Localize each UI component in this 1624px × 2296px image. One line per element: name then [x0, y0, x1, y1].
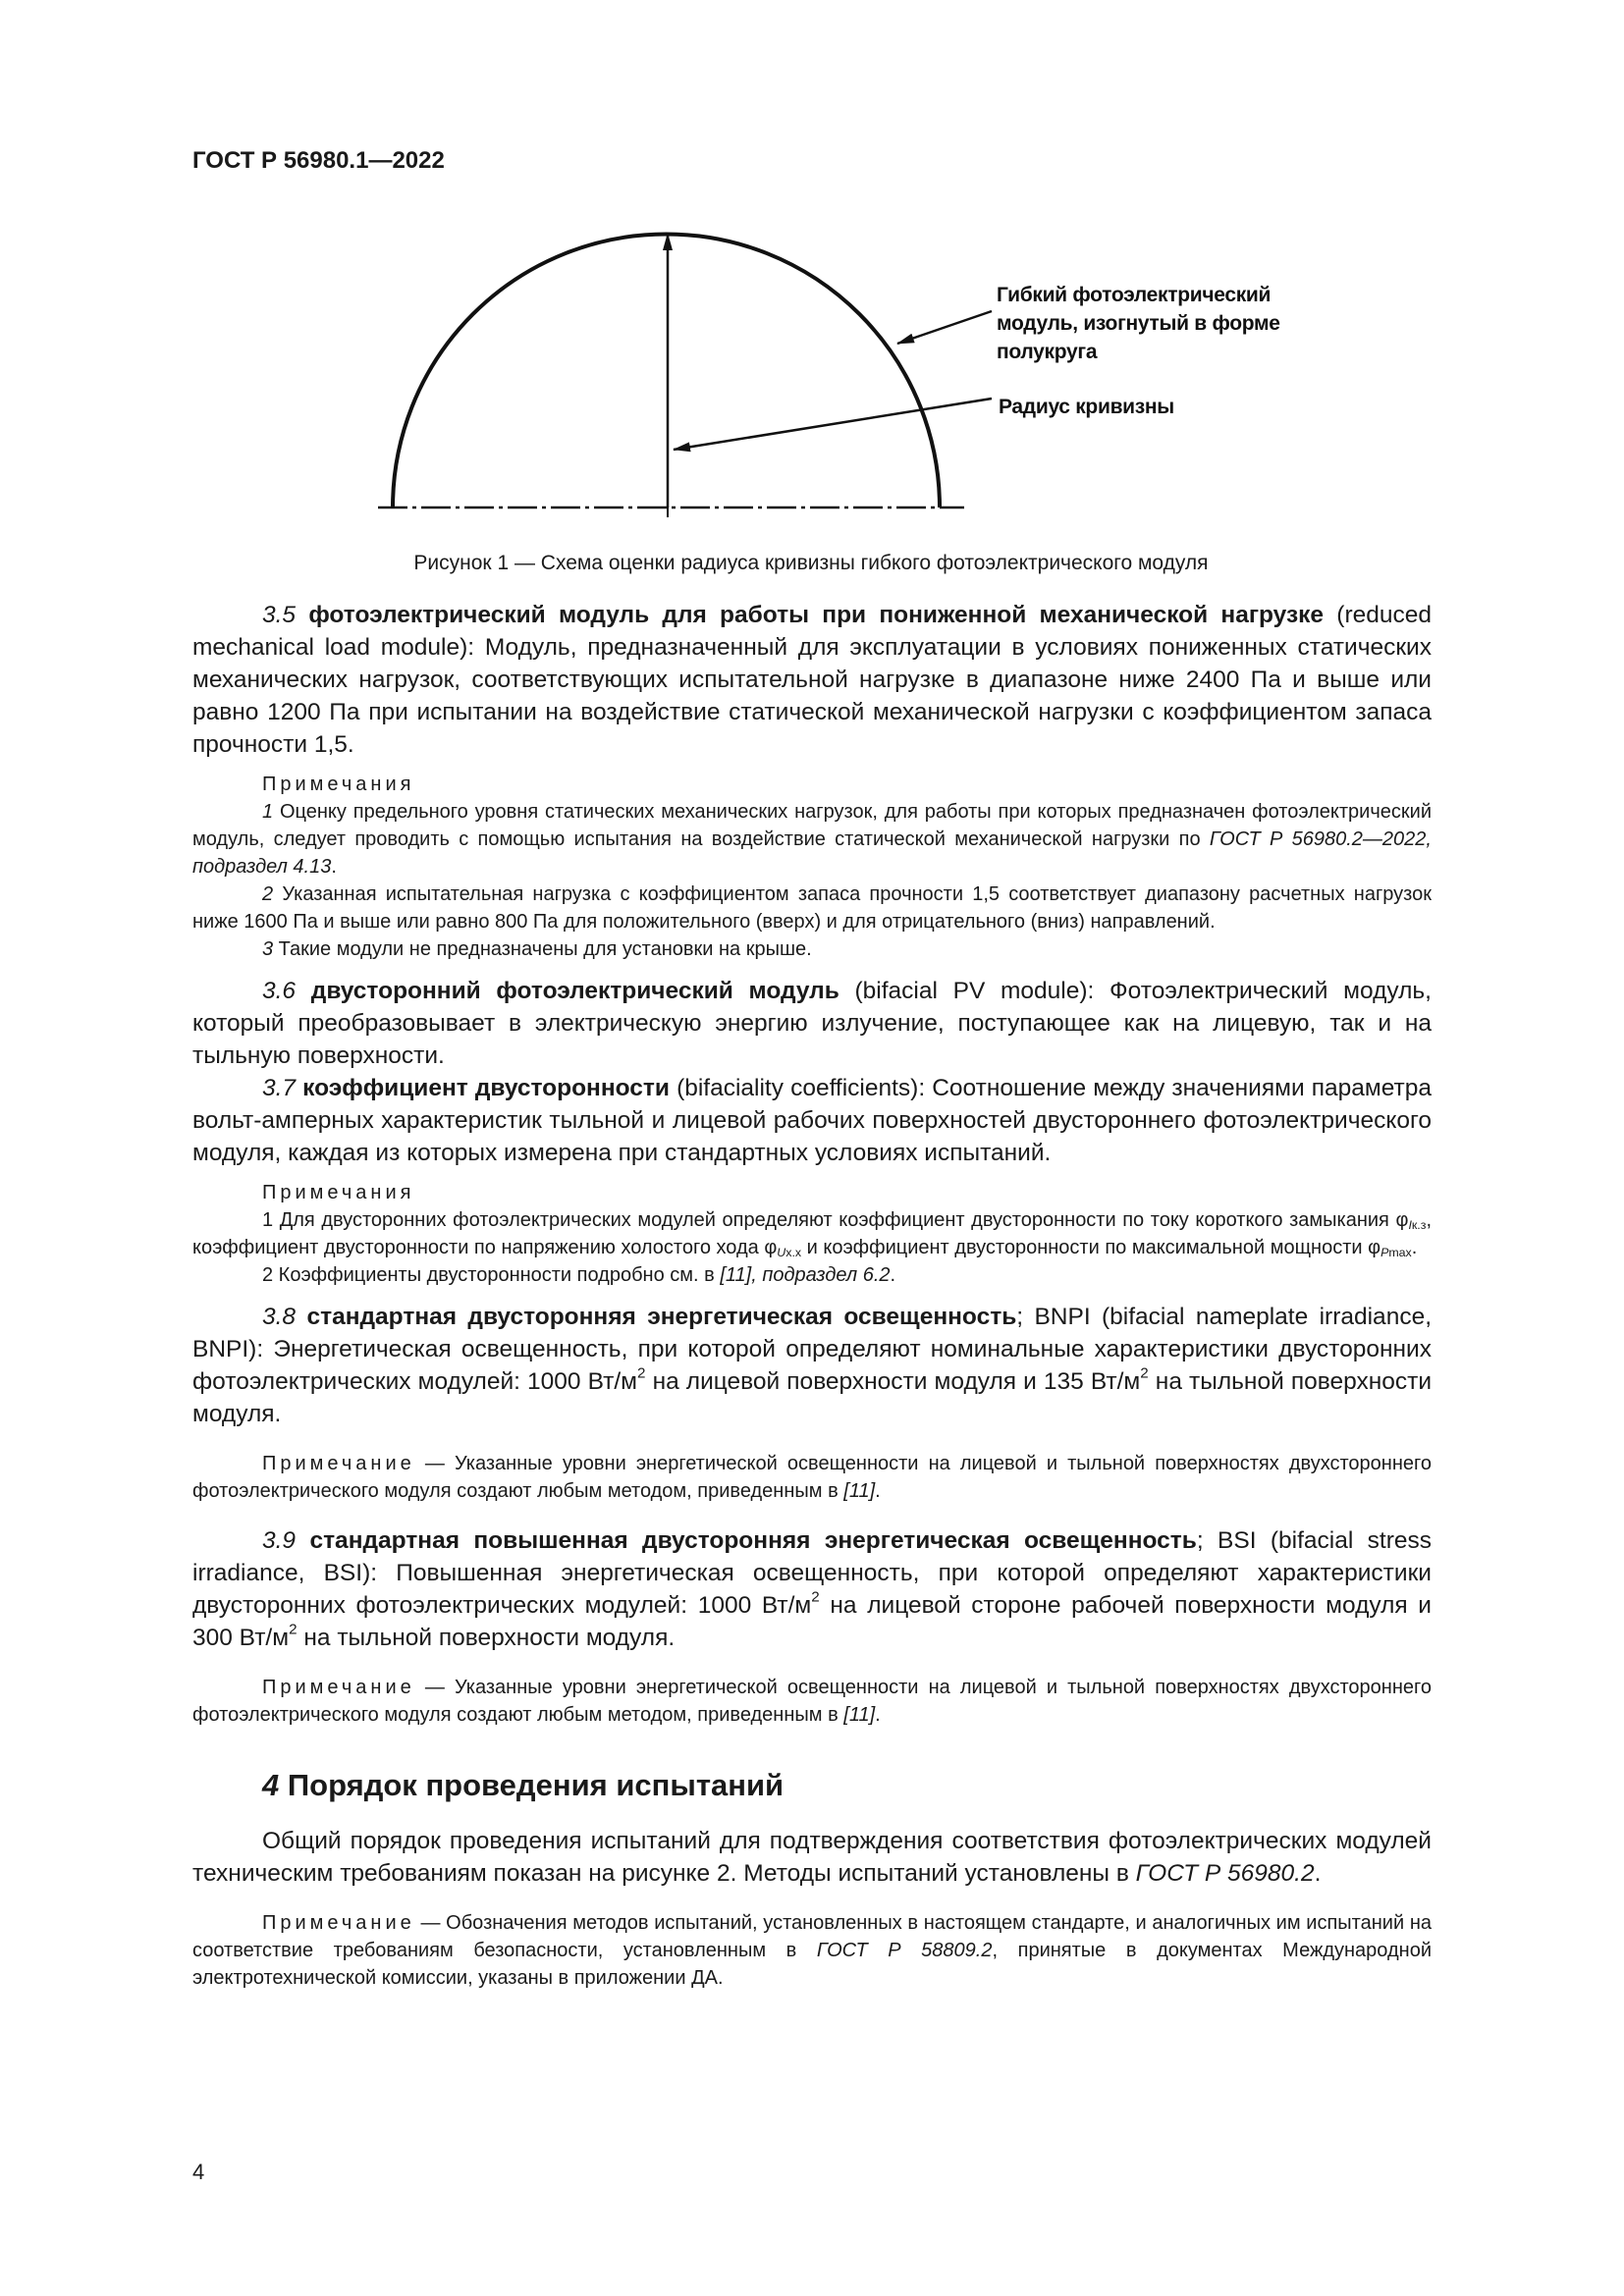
document-header: ГОСТ Р 56980.1—2022 — [192, 147, 445, 174]
figure-caption: Рисунок 1 — Схема оценки радиуса кривизны гибкого фотоэлектрического модуля — [413, 552, 1209, 574]
note-section-4: Примечание — Обозначения методов испытаний, установленных в настоящем стандарте, и аналогичных им испытаний на соответствие требованиям безопасности, установленным в ГОСТ Р 58809.2, принятые в документах Международной электротехнической комиссии, указаны в приложении ДА. — [192, 1912, 1432, 1989]
note-3-9: Примечание — Указанные уровни энергетической освещенности на лицевой и тыльной поверхностях двухстороннего фотоэлектрического модуля создают любым методом, приведенным в [11]. — [192, 1677, 1432, 1726]
term-3-9: 3.9 стандартная повышенная двусторонняя энергетическая освещенность; BSI (bifacial stress irradiance, BSI): Повышенная энергетическая освещенность, при которой определяют характеристики двусторонних фотоэлектрических модулей: 1000 $Вт/м^2$ на лицевой стороне рабочей поверхности модуля и 300 $Вт/м^2$ на тыльной поверхности модуля. — [192, 1527, 1432, 1651]
term-3-5-title: фотоэлектрический модуль для работы при пониженной механической нагрузке — [308, 602, 1325, 628]
module-pointer-arrow — [897, 311, 992, 344]
note-3-7-2: 2 Коэффициенты двусторонности подробно см. в [11], подраздел 6.2. — [262, 1264, 896, 1286]
section-4-heading: 4 Порядок проведения испытаний — [262, 1768, 785, 1802]
term-3-7: 3.7 коэффициент двусторонности (bifaciality coefficients): Соотношение между значениями параметра вольт-амперных характеристик тыльной и лицевой рабочих поверхностей двустороннего фотоэлектрического модуля, каждая из которых измерена при стандартных условиях испытаний. — [192, 1075, 1433, 1166]
document-body — [192, 599, 1432, 1992]
curvature-diagram — [363, 216, 1267, 520]
note-3-5-2: 2 Указанная испытательная нагрузка с коэффициентом запаса прочности 1,5 соответствует диапазону расчетных нагрузок ниже 1600 Па и выше или равно 800 Па для положительного (вверх) и для отрицательного (вниз) направлений. — [192, 883, 1432, 933]
note-3-8: Примечание — Указанные уровни энергетической освещенности на лицевой и тыльной поверхностях двухстороннего фотоэлектрического модуля создают любым методом, приведенным в [11]. — [192, 1453, 1432, 1502]
figure-1 — [363, 216, 1280, 520]
label-flexible-module: Гибкий фотоэлектрический модуль, изогнутый в форме полукруга — [997, 284, 1280, 363]
notes-heading: Примечания — [262, 1182, 415, 1203]
label-curvature-radius: Радиус кривизны — [999, 396, 1174, 418]
term-3-5: 3.5 фотоэлектрический модуль для работы при пониженной механической нагрузке (reduced mechanical load module): Модуль, предназначенный для эксплуатации в условиях пониженных статических механических нагрузок, соответствующих испытательной нагрузке в диапазоне ниже 2400 Па и выше или равно 1200 Па при испытании на воздействие статической механической нагрузки с коэффициентом запаса прочности 1,5. — [192, 602, 1432, 758]
term-3-8: 3.8 стандартная двусторонняя энергетическая освещенность; BNPI (bifacial nameplate irradiance, BNPI): Энергетическая освещенность, при которой определяют номинальные характеристики двусторонних фотоэлектрических модулей: 1000 $Вт/м^2$ на лицевой поверхности модуля и 135 $Вт/м^2$ на тыльной поверхности модуля. — [192, 1304, 1433, 1427]
notes-heading: Примечания — [262, 774, 415, 795]
semicircle-module — [393, 235, 940, 508]
radius-pointer-arrow — [674, 399, 992, 450]
term-3-8-title: стандартная двусторонняя энергетическая освещенность — [306, 1304, 1017, 1330]
term-3-7-title: коэффициент двусторонности — [302, 1075, 670, 1101]
note-3-5-1: 1 Оценку предельного уровня статических механических нагрузок, для работы при которых предназначен фотоэлектрический модуль, следует проводить с помощью испытания на воздействие статической механической нагрузки по ГОСТ Р 56980.2—2022, подраздел 4.13. — [192, 801, 1432, 878]
note-3-5-3: 3 Такие модули не предназначены для установки на крыше. — [262, 938, 812, 960]
page-number: 4 — [192, 2160, 205, 2184]
term-3-6-title: двусторонний фотоэлектрический модуль — [310, 978, 839, 1004]
note-3-7-1: 1 Для двусторонних фотоэлектрических модулей определяют коэффициент двусторонности по току короткого замыкания $\varphi_{Iк.з}$, коэффициент двусторонности по напряжению холостого хода $\varphi_{Uх.х}$ и коэффициент двусторонности по максимальной мощности $\varphi_{Pmax}$. — [192, 1209, 1432, 1260]
section-4-paragraph: Общий порядок проведения испытаний для подтверждения соответствия фотоэлектрических модулей техническим требованиям показан на рисунке 2. Методы испытаний установлены в ГОСТ Р 56980.2. — [192, 1828, 1432, 1887]
term-3-9-title: стандартная повышенная двусторонняя энергетическая освещенность — [309, 1527, 1197, 1554]
term-3-6: 3.6 двусторонний фотоэлектрический модуль (bifacial PV module): Фотоэлектрический модуль, который преобразовывает в электрическую энергию излучение, поступающее как на лицевую, так и на тыльную поверхности. — [192, 978, 1432, 1069]
